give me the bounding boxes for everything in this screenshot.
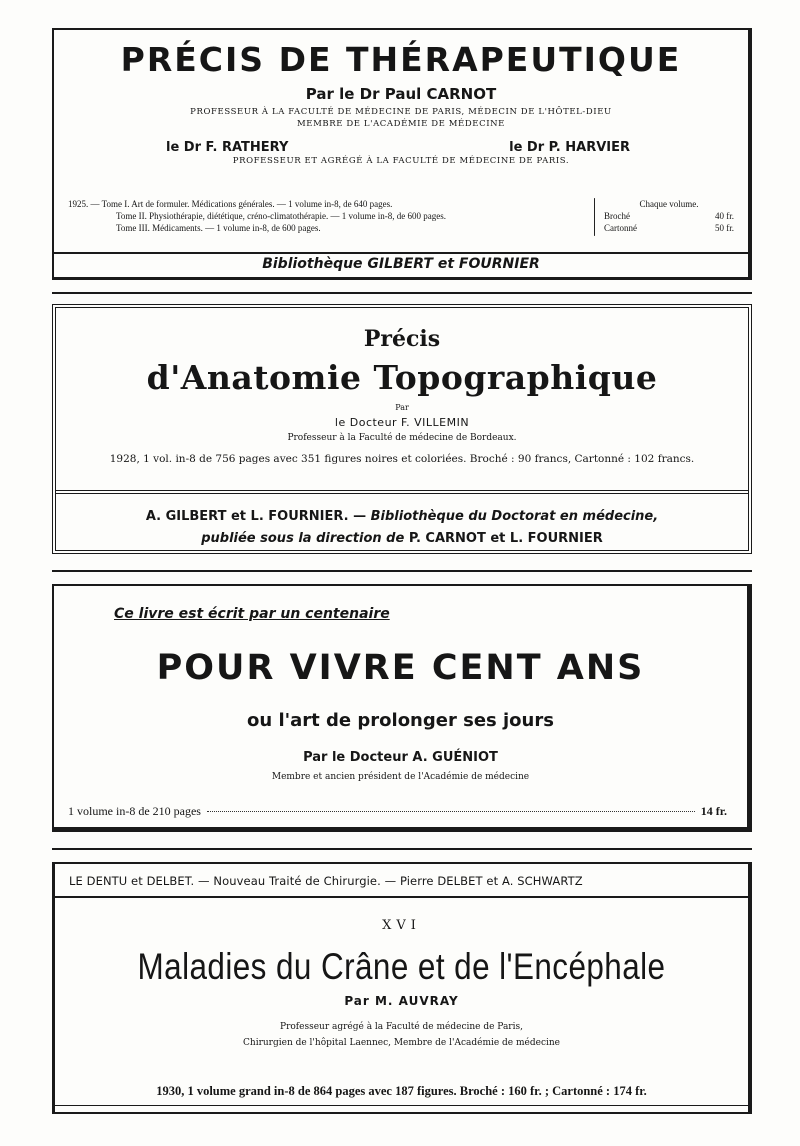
ad3-title: POUR VIVRE CENT ANS — [156, 648, 645, 688]
ad3-subtitle: ou l'art de prolonger ses jours — [247, 710, 554, 731]
ad1-divider — [54, 252, 748, 254]
ad-maladies-crane — [52, 862, 752, 1114]
ad1-author: Par le Dr Paul CARNOT — [305, 85, 497, 103]
ad1-author-line2: MEMBRE DE L'ACADÉMIE DE MÉDECINE — [297, 119, 505, 129]
ad3-leader-dots — [207, 811, 695, 812]
ad4-series: LE DENTU et DELBET. — Nouveau Traité de Chirurgie. — Pierre DELBET et A. SCHWARTZ — [69, 874, 583, 888]
ad1-coauthor-right: le Dr P. HARVIER — [509, 140, 630, 155]
ad2-info: 1928, 1 vol. in-8 de 756 pages avec 351 figures noires et coloriées. Broché : 90 francs, Cartonné : 102 francs. — [109, 453, 695, 465]
ad4-affiliation-1: Professeur agrégé à la Faculté de médecine de Paris, — [280, 1022, 523, 1032]
ad-anatomie-topographique — [52, 304, 752, 554]
separator-1 — [52, 292, 752, 294]
ad1-price-header: Chaque volume. — [639, 199, 699, 209]
ad1-coauthors — [54, 140, 748, 155]
ad-precis-therapeutique — [52, 28, 752, 280]
ad2-collection — [56, 506, 748, 550]
ad3-tagline: Ce livre est écrit par un centenaire — [114, 606, 390, 622]
ad1-tome-1: 1925. — Tome I. Art de formuler. Médications générales. — 1 volume in-8, de 640 pages. — [68, 199, 393, 209]
ad3-affiliation: Membre et ancien président de l'Académie de médecine — [271, 772, 530, 782]
ad2-collection-directors: P. CARNOT et L. FOURNIER — [408, 531, 603, 546]
ad2-divider — [56, 490, 748, 494]
ad1-coauthor-left: le Dr F. RATHERY — [166, 140, 289, 155]
ad2-collection-editors: A. GILBERT et L. FOURNIER. — — [145, 509, 367, 524]
ad1-price-broche: 40 fr. — [715, 211, 734, 221]
separator-2 — [52, 570, 752, 572]
ad2-title: d'Anatomie Topographique — [146, 358, 658, 397]
ad1-author-line1: PROFESSEUR À LA FACULTÉ DE MÉDECINE DE PARIS, MÉDECIN DE L'HÔTEL-DIEU — [190, 107, 612, 117]
ad3-price: 14 fr. — [700, 804, 727, 818]
ad4-affiliation-2: Chirurgien de l'hôpital Laennec, Membre de l'Académie de médecine — [243, 1038, 560, 1048]
ad4-bottom-rule — [55, 1105, 748, 1106]
ad2-author: le Docteur F. VILLEMIN — [334, 416, 470, 429]
ad1-coauthors-line: PROFESSEUR ET AGRÉGÉ À LA FACULTÉ DE MÉDECINE DE PARIS. — [232, 156, 570, 166]
ad1-title: PRÉCIS DE THÉRAPEUTIQUE — [120, 40, 682, 79]
ad2-affiliation: Professeur à la Faculté de médecine de Bordeaux. — [287, 433, 517, 443]
ad1-price-cartonne-label: Cartonné — [604, 223, 637, 233]
ad2-collection-name: Bibliothèque du Doctorat en médecine, — [370, 509, 659, 524]
ad4-author: Par M. AUVRAY — [344, 994, 459, 1008]
ad1-price-broche-label: Broché — [604, 211, 630, 221]
ad1-tome-3: Tome III. Médicaments. — 1 volume in-8, de 600 pages. — [116, 223, 321, 233]
ad4-volume-number: XVI — [382, 918, 421, 933]
ad-pour-vivre-cent-ans — [52, 584, 752, 832]
ad1-brace — [594, 198, 595, 236]
ad2-par: Par — [395, 403, 409, 412]
ad1-price-cartonne: 50 fr. — [715, 223, 734, 233]
ad2-precis: Précis — [363, 326, 441, 352]
ad3-volume-line — [68, 804, 727, 819]
ad4-divider — [55, 896, 748, 898]
separator-3 — [52, 848, 752, 850]
ad4-title: Maladies du Crâne et de l'Encéphale — [137, 946, 666, 987]
ad1-library: Bibliothèque GILBERT et FOURNIER — [262, 256, 540, 272]
ad2-collection-direction: publiée sous la direction de — [201, 531, 405, 546]
ad3-author: Par le Docteur A. GUÉNIOT — [303, 750, 498, 765]
ad1-tome-2: Tome II. Physiothérapie, diététique, créno-climatothérapie. — 1 volume in-8, de 600 pages. — [116, 211, 447, 221]
ad3-volume: 1 volume in-8 de 210 pages — [68, 804, 201, 818]
ad4-info: 1930, 1 volume grand in-8 de 864 pages avec 187 figures. Broché : 160 fr. ; Cartonné : 174 fr. — [156, 1084, 647, 1098]
